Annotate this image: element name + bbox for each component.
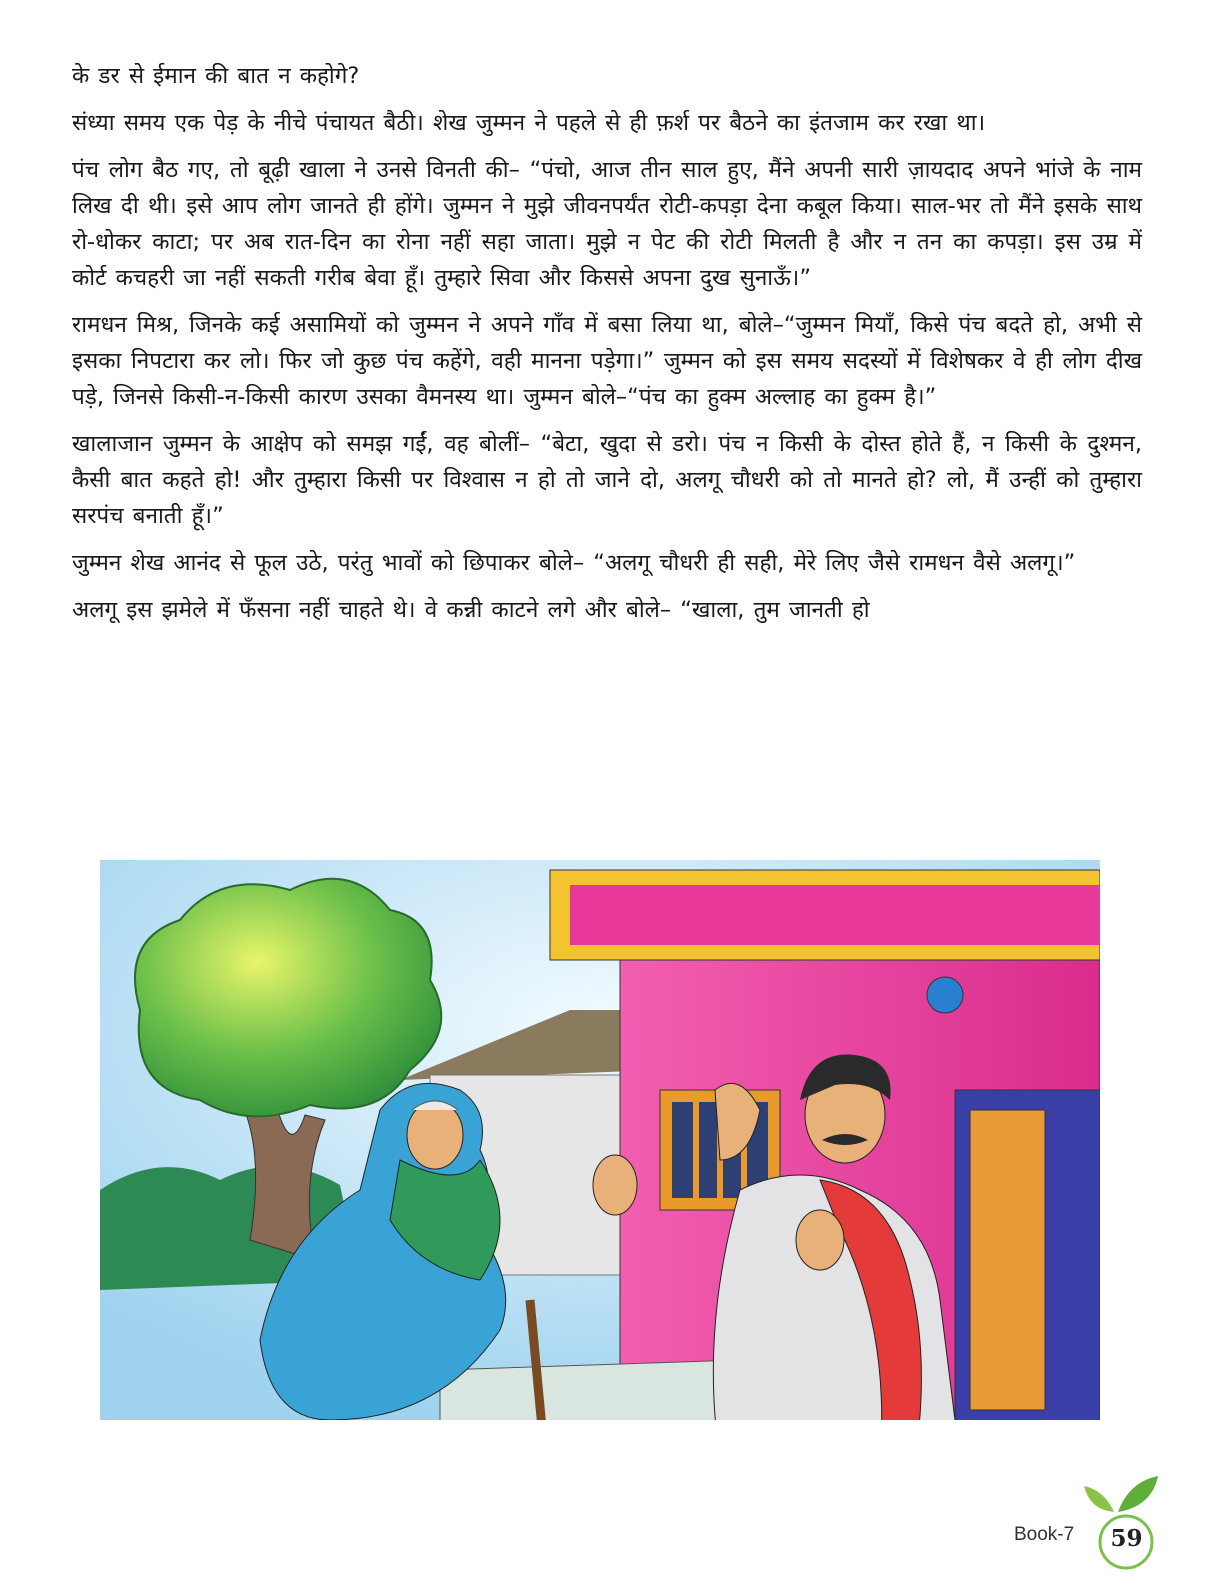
wall-clock [927, 977, 963, 1013]
page-body-text [72, 58, 1142, 639]
book-label: Book-7 [1014, 1524, 1075, 1545]
door-panel [970, 1110, 1045, 1410]
paragraph-1: के डर से ईमान की बात न कहोगे? [72, 63, 360, 89]
paragraph-2: संध्या समय एक पेड़ के नीचे पंचायत बैठी। शेख जुम्मन ने पहले से ही फ़र्श पर बैठने का इंतजाम कर रखा था। [72, 110, 986, 136]
house-top-inner [570, 885, 1100, 945]
page-number: 59 [1110, 1525, 1143, 1552]
paragraph-7: अलगू इस झमेले में फँसना नहीं चाहते थे। वे कन्नी काटने लगे और बोले– “खाला, तुम जानती हो [72, 597, 870, 623]
story-illustration [100, 860, 1100, 1475]
ground [100, 1420, 1100, 1475]
paragraph-6: जुम्मन शेख आनंद से फूल उठे, परंतु भावों को छिपाकर बोले– “अलगू चौधरी ही सही, मेरे लिए जैसे रामधन वैसे अलगू।” [72, 550, 1076, 576]
paragraph-3: पंच लोग बैठ गए, तो बूढ़ी खाला ने उनसे विनती की– “पंचो, आज तीन साल हुए, मैंने अपनी सारी ज़ायदाद अपने भांजे के नाम लिख दी थी। इसे आप लोग जानते ही होंगे। जुम्मन ने मुझे जीवनपर्यंत रोटी-कपड़ा देना कबूल किया। साल-भर तो मैंने इसके साथ रो-धोकर काटा; पर अब रात-दिन का रोना नहीं सहा जाता। मुझे न पेट की रोटी मिलती है और न तन का कपड़ा। इस उम्र में कोर्ट कचहरी जा नहीं सकती गरीब बेवा हूँ। तुम्हारे सिवा और किससे अपना दुख सुनाऊँ।” [72, 157, 1142, 291]
page-number-badge [1074, 1472, 1164, 1572]
paragraph-5: खालाजान जुम्मन के आक्षेप को समझ गईं, वह बोलीं– “बेटा, खुदा से डरो। पंच न किसी के दोस्त होते हैं, न किसी के दुश्मन, कैसी बात कहते हो! और तुम्हारा किसी पर विश्वास न हो तो जाने दो, अलगू चौधरी को तो मानते हो? लो, मैं उन्हीं को तुम्हारा सरपंच बनाती हूँ।” [72, 431, 1142, 529]
leaf-icon [1074, 1472, 1164, 1572]
paragraph-4: रामधन मिश्र, जिनके कई असामियों को जुम्मन ने अपने गाँव में बसा लिया था, बोले–“जुम्मन मियाँ, किसे पंच बदते हो, अभी से इसका निपटारा कर लो। फिर जो कुछ पंच कहेंगे, वही मानना पड़ेगा।” जुम्मन को इस समय सदस्यों में विशेषकर वे ही लोग दीख पड़े, जिनसे किसी-न-किसी कारण उसका वैमनस्य था। जुम्मन बोले–“पंच का हुक्म अल्लाह का हुक्म है।” [72, 312, 1142, 410]
